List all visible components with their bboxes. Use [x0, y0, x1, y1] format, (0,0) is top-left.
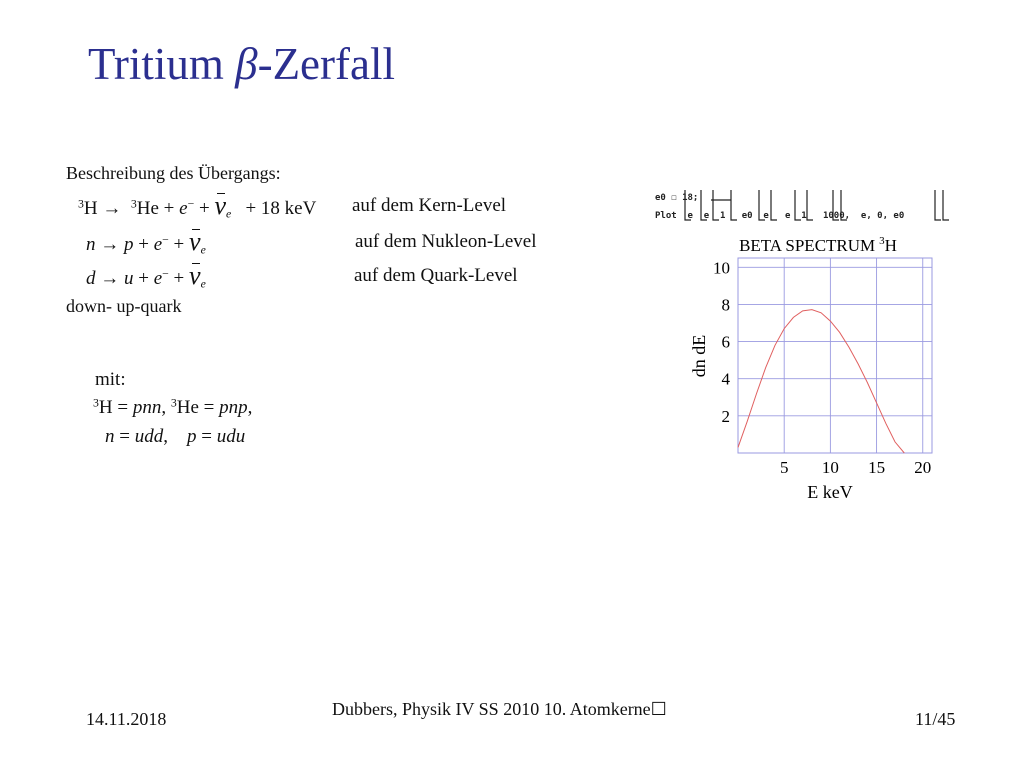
arrow-symbol: →	[100, 268, 120, 289]
footer-page-number: 11/45	[915, 709, 956, 729]
antineutrino-subscript: e	[200, 277, 206, 291]
title-beta-symbol: β	[235, 39, 258, 89]
footer-date: 14.11.2018	[86, 709, 167, 729]
equals-symbol: =	[114, 426, 135, 447]
energy-release: + 18 keV	[245, 198, 317, 219]
x-tick-label: 20	[914, 458, 932, 477]
plus-symbol: +	[168, 268, 190, 289]
antineutrino-subscript: e	[200, 243, 206, 257]
up-quark-symbol: u	[124, 268, 134, 289]
neutron-symbol: n	[86, 234, 96, 255]
antineutrino-symbol: ν	[189, 261, 201, 290]
spectrum-curve	[738, 310, 904, 453]
equals-symbol: =	[196, 426, 217, 447]
electron-charge: −	[187, 197, 195, 211]
equation-quark-level	[86, 263, 206, 290]
line-end: ,	[247, 397, 253, 418]
chart-ticks	[713, 258, 931, 477]
plot-frame	[738, 258, 932, 453]
proton-composition: udu	[216, 426, 246, 447]
title-suffix: -Zerfall	[257, 39, 395, 89]
he-symbol: He +	[136, 198, 180, 219]
footer-center: Dubbers, Physik IV SS 2010 10. Atomkerne☐	[332, 699, 667, 719]
quark-note: down- up-quark	[66, 296, 182, 316]
neutron-symbol: n	[105, 426, 115, 447]
proton-symbol: p	[186, 426, 197, 447]
arrow-symbol: →	[100, 234, 120, 255]
h-symbol: H	[83, 198, 98, 219]
he-mass-number: 3	[170, 396, 177, 410]
y-axis-label: dn dE	[689, 334, 709, 378]
plus-symbol: +	[133, 234, 154, 255]
x-tick-label: 5	[779, 458, 789, 477]
composition-line-2	[105, 426, 245, 448]
plus-symbol: +	[194, 198, 215, 219]
electron-charge: −	[162, 233, 169, 247]
code-line-1: e0 ☐ 18;	[655, 193, 699, 203]
chart-grid	[738, 258, 932, 453]
y-tick-label: 6	[721, 332, 730, 352]
x-tick-label: 10	[821, 458, 839, 477]
y-tick-label: 8	[721, 295, 730, 315]
antineutrino-subscript: e	[225, 207, 232, 221]
arrow-symbol: →	[102, 198, 122, 219]
slide-title	[88, 38, 395, 90]
separator: ,	[161, 397, 171, 418]
chart-title-suffix: H	[884, 236, 897, 255]
electron-symbol: e	[179, 198, 188, 219]
plus-symbol: +	[133, 268, 154, 289]
he-mass-number: 3	[130, 197, 137, 211]
y-tick-label: 2	[721, 406, 730, 426]
antineutrino-symbol: ν	[189, 227, 201, 256]
equation-nucleon-level	[86, 229, 206, 256]
y-tick-label: 4	[721, 369, 730, 389]
mit-label: mit:	[95, 369, 126, 390]
h-composition: pnn	[132, 397, 162, 418]
h-mass-number: 3	[78, 197, 84, 211]
code-brackets	[655, 186, 955, 228]
chart-title-text: BETA SPECTRUM	[739, 236, 876, 255]
electron-symbol: e	[153, 268, 163, 289]
composition-line-1	[93, 397, 252, 419]
electron-symbol: e	[153, 234, 163, 255]
beta-spectrum-chart	[680, 228, 950, 508]
level-label-nucleon: auf dem Nukleon-Level	[355, 231, 537, 252]
title-text: Tritium	[88, 39, 236, 89]
x-axis-label: E keV	[807, 482, 853, 502]
neutron-composition: udd	[134, 426, 164, 447]
plus-symbol: +	[168, 234, 190, 255]
h-mass-number: 3	[93, 396, 99, 410]
antineutrino-symbol: ν	[214, 191, 226, 220]
h-equals: H =	[98, 397, 133, 418]
chart-title	[739, 235, 897, 255]
code-line-2: Plot e e 1 e0 e e 1 1000, e, 0, e0	[655, 211, 905, 221]
he-composition: pnp	[219, 397, 248, 418]
level-label-quark: auf dem Quark-Level	[354, 265, 518, 286]
down-quark-symbol: d	[86, 268, 96, 289]
transition-heading: Beschreibung des Übergangs:	[66, 163, 281, 183]
chart-title-mass: 3	[879, 235, 885, 247]
proton-symbol: p	[124, 234, 134, 255]
y-tick-label: 10	[713, 258, 730, 278]
x-tick-label: 15	[868, 458, 886, 477]
electron-charge: −	[162, 267, 169, 281]
he-equals: He =	[176, 397, 220, 418]
separator: ,	[163, 426, 168, 447]
equation-nuclear-level	[78, 193, 316, 220]
level-label-nuclear: auf dem Kern-Level	[352, 195, 507, 216]
